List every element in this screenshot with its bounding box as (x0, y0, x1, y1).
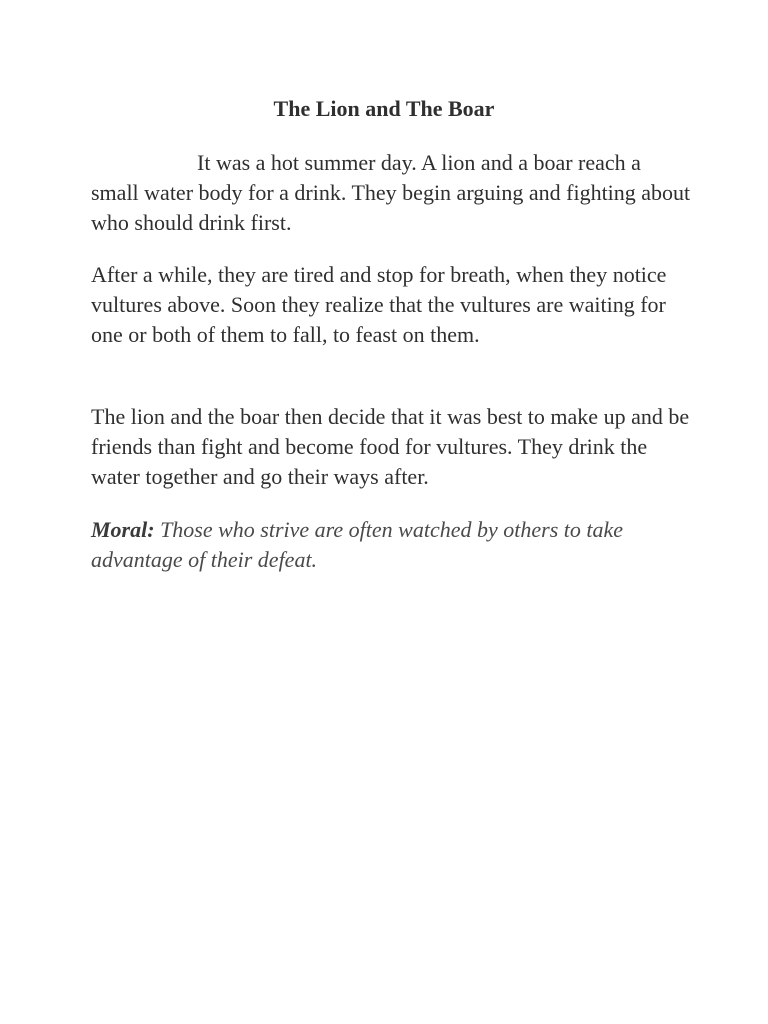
paragraph-3: The lion and the boar then decide that it was best to make up and be friends than fight and become food for vultures. They drink the water together and go their ways after. (91, 404, 690, 489)
moral-label: Moral: (91, 517, 155, 542)
document-title: The Lion and The Boar (273, 96, 495, 121)
paragraph-1: It was a hot summer day. A lion and a boar reach a small water body for a drink. They begin arguing and fighting about who should drink first. (91, 150, 691, 235)
moral-text: Those who strive are often watched by others to take advantage of their defeat. (91, 517, 624, 572)
moral-statement (91, 515, 691, 575)
paragraph-2: After a while, they are tired and stop for breath, when they notice vultures above. Soon they realize that the vultures are waiting for one or both of them to fall, to feast on them. (91, 262, 667, 347)
